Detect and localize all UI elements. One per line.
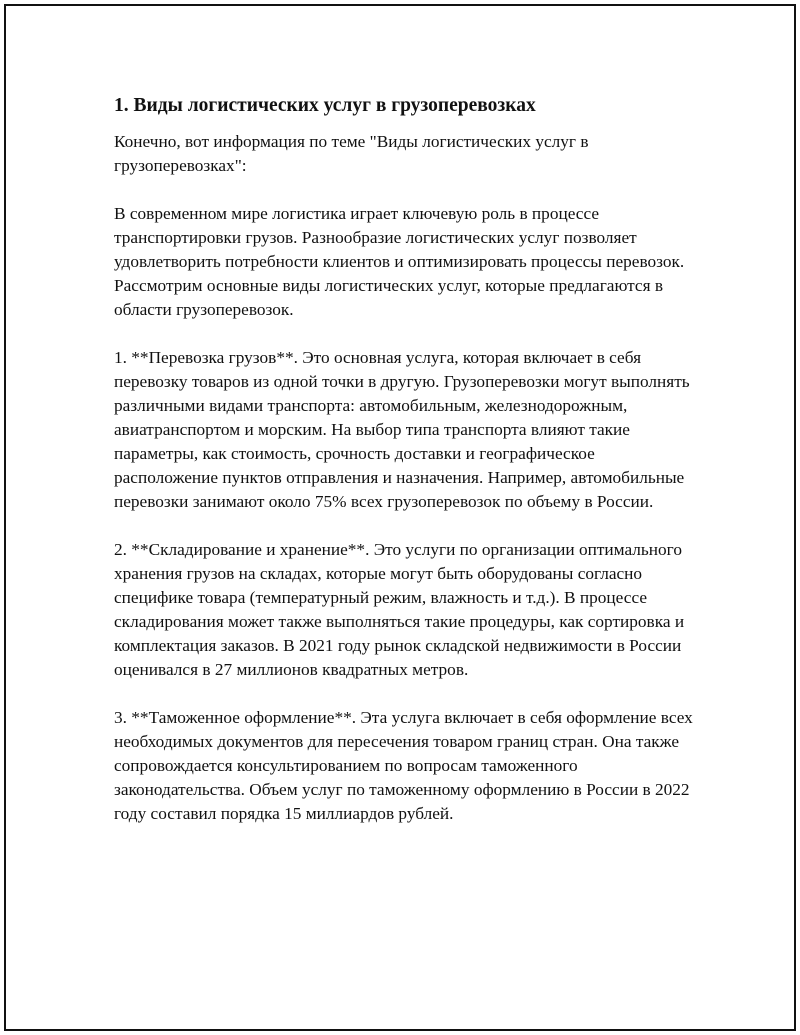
- customs-clearance-paragraph: 3. **Таможенное оформление**. Эта услуга включает в себя оформление всех необходимых документов для пересечения товаром границ стран. Она также сопровождается консультированием по вопросам таможенного законодательства. Объем услуг по таможенному оформлению в России в 2022 году составил порядка 15 миллиардов рублей.: [114, 708, 693, 823]
- section-heading: 1. Виды логистических услуг в грузоперевозках: [114, 95, 536, 116]
- overview-paragraph: В современном мире логистика играет ключевую роль в процессе транспортировки грузов. Разнообразие логистических услуг позволяет удовлетворить потребности клиентов и оптимизировать процессы перевозок. Рассмотрим основные виды логистических услуг, которые предлагаются в области грузоперевозок.: [114, 204, 685, 319]
- document-body: [114, 94, 694, 850]
- intro-paragraph: Конечно, вот информация по теме "Виды логистических услуг в грузоперевозках":: [114, 132, 589, 175]
- warehousing-paragraph: 2. **Складирование и хранение**. Это услуги по организации оптимального хранения грузов на складах, которые могут быть оборудованы согласно специфике товара (температурный режим, влажность и т.д.). В процессе складирования может также выполняться такие процедуры, как сортировка и комплектация заказов. В 2021 году рынок складской недвижимости в России оценивался в 27 миллионов квадратных метров.: [114, 540, 685, 679]
- freight-transport-paragraph: 1. **Перевозка грузов**. Это основная услуга, которая включает в себя перевозку товаров из одной точки в другую. Грузоперевозки могут выполнять различными видами транспорта: автомобильным, железнодорожным, авиатранспортом и морским. На выбор типа транспорта влияют такие параметры, как стоимость, срочность доставки и географическое расположение пунктов отправления и назначения. Например, автомобильные перевозки занимают около 75% всех грузоперевозок по объему в России.: [114, 348, 690, 511]
